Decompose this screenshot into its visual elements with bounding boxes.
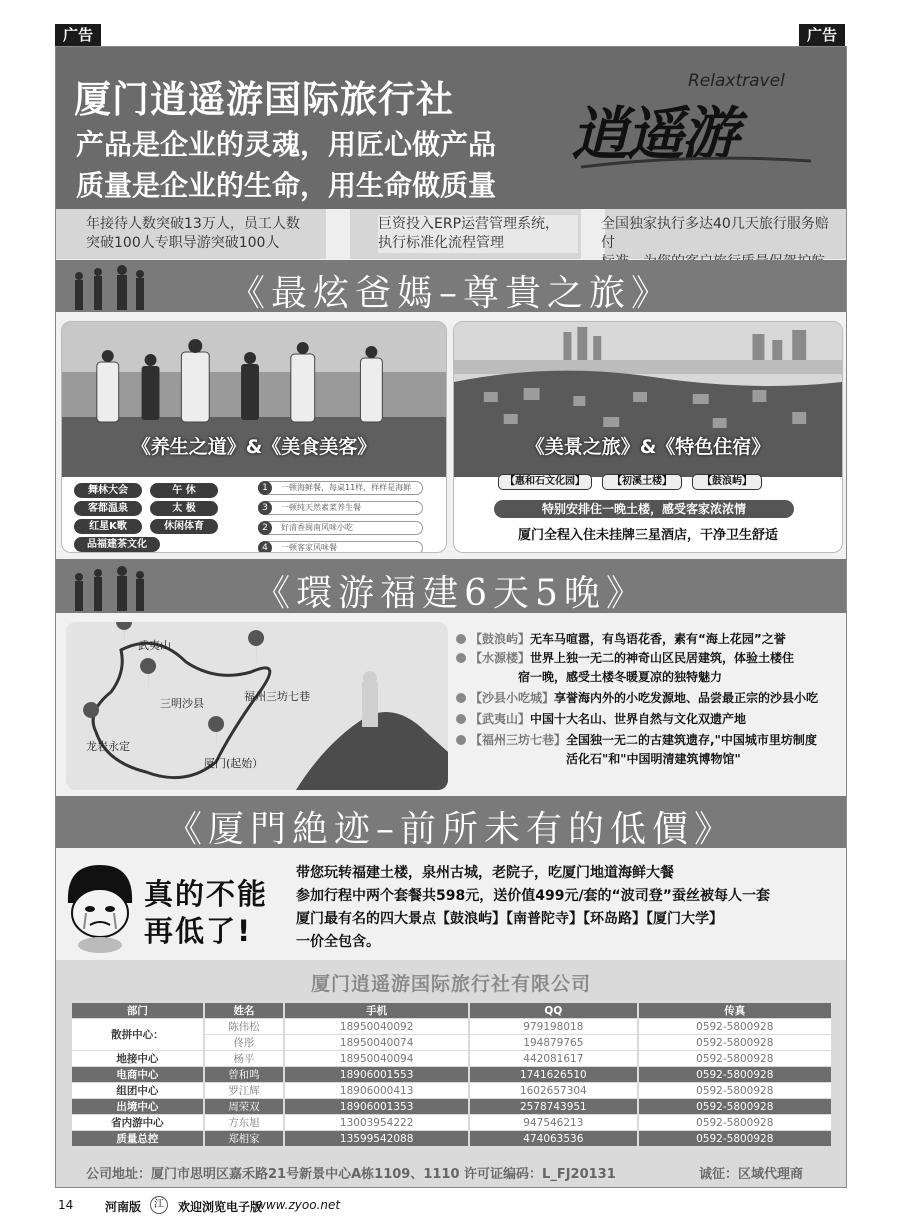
city-label: 三明沙县	[160, 697, 204, 710]
activity-pill: 太 极	[150, 501, 218, 516]
activity-pill: 红星K歌	[74, 519, 142, 534]
info-text: 全国独家执行多达40几天旅行服务赔付	[601, 216, 829, 251]
stop-text: 无车马喧嚣，有鸟语花香，素有“海上花园”之誉	[530, 632, 786, 646]
column-header: 传真	[639, 1003, 831, 1018]
meal-text: 一顿海鲜餐，每桌11样，样样是海鲜	[281, 483, 412, 492]
contacts-table	[70, 1002, 833, 1147]
dept-cell: 出境中心	[72, 1099, 203, 1114]
stop-text: 中国十大名山、世界自然与文化双遗产地	[530, 712, 747, 726]
company-address: 公司地址：厦门市思明区嘉禾路21号新景中心A栋1109、1110 许可证编码：L_FJ20131	[86, 1167, 616, 1182]
name-cell: 方东旭	[205, 1115, 283, 1130]
meal-item	[258, 521, 423, 535]
table-header-row	[72, 1003, 831, 1018]
city-label: 龙岩永定	[86, 740, 130, 753]
meal-number: 3	[258, 501, 272, 515]
table-row	[72, 1083, 831, 1098]
name-cell: 佟彤	[205, 1035, 283, 1050]
company-title: 厦门逍遥游国际旅行社	[74, 77, 454, 121]
name-cell: 郑相家	[205, 1131, 283, 1146]
slogan-line-2: 质量是企业的生命，用生命做质量	[76, 169, 497, 202]
table-row	[72, 1115, 831, 1130]
city-label: 厦门(起始）	[204, 757, 264, 770]
route-stop-continued	[456, 750, 741, 769]
dept-cell: 质量总控	[72, 1131, 203, 1146]
dept-cell: 电商中心	[72, 1067, 203, 1082]
stop-place: 【沙县小吃城】	[470, 691, 555, 705]
stop-text: 活化石"和"中国明清建筑博物馆"	[566, 752, 741, 766]
qq-cell: 1602657304	[470, 1083, 636, 1098]
name-cell: 杨平	[205, 1051, 283, 1066]
meal-text: 一顿纯天然素菜养生餐	[281, 503, 361, 512]
scenery-caption: 《美景之旅》&《特色住宿》	[525, 436, 771, 458]
advertisement-frame	[55, 46, 847, 1188]
info-bar	[56, 209, 846, 259]
fax-cell: 0592-5800928	[639, 1067, 831, 1082]
recruit-notice: 诚征：区域代理商	[699, 1167, 804, 1182]
stop-text: 宿一晚，感受土楼冬暖夏凉的独特魅力	[518, 670, 723, 684]
section-banner-3	[56, 796, 846, 848]
info-text: 执行标准化流程管理	[378, 235, 504, 251]
meal-item	[258, 541, 423, 553]
promo-line: 带您玩转福建土楼，泉州古城，老院子，吃厦门地道海鲜大餐	[296, 865, 674, 881]
info-text: 突破100人专职导游突破100人	[86, 235, 280, 251]
phone-cell: 18950040092	[285, 1019, 468, 1034]
info-divider	[326, 209, 350, 259]
phone-cell: 18950040094	[285, 1051, 468, 1066]
fax-cell: 0592-5800928	[639, 1035, 831, 1050]
wellness-caption: 《养生之道》&《美食美客》	[131, 436, 377, 458]
dept-cell: 组团中心	[72, 1083, 203, 1098]
browse-text: 欢迎浏览电子版	[178, 1200, 263, 1214]
bullet-icon	[456, 634, 466, 644]
qq-cell: 2578743951	[470, 1099, 636, 1114]
phone-cell: 13599542088	[285, 1131, 468, 1146]
attraction-tag: 【惠和石文化园】	[498, 474, 592, 490]
qq-cell: 979198018	[470, 1019, 636, 1034]
qq-cell: 442081617	[470, 1051, 636, 1066]
dept-cell: 散拼中心：	[72, 1019, 203, 1050]
phone-cell: 13003954222	[285, 1115, 468, 1130]
meal-text: 一顿客家风味餐	[281, 543, 337, 552]
meal-text: 好清香闽南风味小吃	[281, 523, 353, 532]
dept-cell: 地接中心	[72, 1051, 203, 1066]
fax-cell: 0592-5800928	[639, 1019, 831, 1034]
fax-cell: 0592-5800928	[639, 1051, 831, 1066]
qq-cell: 1741626510	[470, 1067, 636, 1082]
name-cell: 陈伟松	[205, 1019, 283, 1034]
stop-place: 【鼓浪屿】	[470, 632, 531, 646]
activity-pill: 休闲体育	[150, 519, 218, 534]
promo-line: 参加行程中两个套餐共598元，送价值499元/套的“波司登”蚕丝被每人一套	[296, 888, 770, 904]
stop-text: 世界上独一无二的神奇山区民居建筑，体验土楼住	[530, 651, 795, 665]
section-title-3: 《厦門絶迹–前所未有的低價》	[165, 809, 736, 850]
ad-label-left: 广告	[55, 24, 101, 46]
stop-text: 全国独一无二的古建筑遗存,"中国城市里坊制度	[566, 733, 817, 747]
route-stop-continued	[456, 668, 722, 687]
activity-pill: 客都温泉	[74, 501, 142, 516]
meal-number: 2	[258, 521, 272, 535]
brand-swoosh-icon	[576, 151, 816, 171]
name-cell: 曾和鸣	[205, 1067, 283, 1082]
special-arrangement: 特别安排住一晚土楼，感受客家浓浓情	[494, 500, 794, 518]
attraction-tag: 【初溪土楼】	[602, 474, 682, 490]
fax-cell: 0592-5800928	[639, 1099, 831, 1114]
city-label: 福州三坊七巷	[244, 690, 310, 703]
fax-cell: 0592-5800928	[639, 1115, 831, 1130]
meal-number: 4	[258, 541, 272, 553]
bullet-icon	[456, 693, 466, 703]
hotel-note: 厦门全程入住未挂牌三星酒店，干净卫生舒适	[517, 528, 778, 543]
activity-pill: 品福建茶文化	[74, 537, 160, 552]
meal-number: 1	[258, 481, 272, 495]
phone-cell: 18950040074	[285, 1035, 468, 1050]
stop-place: 【水源楼】	[470, 651, 531, 665]
info-text: 年接待人数突破13万人，员工人数	[86, 216, 300, 232]
route-stop	[456, 689, 818, 708]
header	[56, 47, 846, 209]
phone-cell: 18906000413	[285, 1083, 468, 1098]
wellness-panel	[61, 321, 447, 553]
bullet-icon	[456, 714, 466, 724]
fax-cell: 0592-5800928	[639, 1083, 831, 1098]
table-row	[72, 1067, 831, 1082]
activity-pill: 午 休	[150, 483, 218, 498]
fax-cell: 0592-5800928	[639, 1131, 831, 1146]
edition-icon: 江	[150, 1196, 168, 1214]
route-stop	[456, 731, 817, 750]
bullet-icon	[456, 735, 466, 745]
city-label: 武夷山	[138, 639, 171, 652]
section-title-1: 《最炫爸媽–尊貴之旅》	[228, 273, 673, 314]
promo-line: 厦门最有名的四大景点【鼓浪屿】【南普陀寺】【环岛路】【厦门大学】	[296, 911, 723, 927]
crying-face-icon	[60, 859, 140, 955]
info-column-2	[378, 215, 578, 253]
stop-place: 【福州三坊七巷】	[470, 733, 567, 747]
info-text: 巨资投入ERP运营管理系统，	[378, 216, 560, 232]
section-banner-1	[56, 260, 846, 312]
ad-label-right: 广告	[799, 24, 845, 46]
info-column-1	[86, 215, 326, 253]
stop-place: 【武夷山】	[470, 712, 531, 726]
qq-cell: 194879765	[470, 1035, 636, 1050]
route-stop	[456, 630, 786, 649]
column-header: 手机	[285, 1003, 468, 1018]
meme-text-line-1: 真的不能	[144, 877, 269, 911]
route-stop	[456, 649, 794, 668]
page-number: 14	[58, 1198, 74, 1212]
section-title-2: 《環游福建6天5晚》	[254, 573, 648, 614]
route-stop	[456, 710, 746, 729]
table-row	[72, 1099, 831, 1114]
edition-label: 河南版	[105, 1200, 142, 1214]
dept-cell: 省内游中心	[72, 1115, 203, 1130]
phone-cell: 18906001353	[285, 1099, 468, 1114]
column-header: 姓名	[205, 1003, 283, 1018]
website-url[interactable]: www.zyoo.net	[256, 1198, 341, 1212]
route-map	[66, 622, 448, 790]
qq-cell: 474063536	[470, 1131, 636, 1146]
phone-cell: 18906001553	[285, 1067, 468, 1082]
column-header: 部门	[72, 1003, 203, 1018]
slogan-line-1: 产品是企业的灵魂，用匠心做产品	[76, 128, 497, 161]
attraction-tag: 【鼓浪屿】	[692, 474, 762, 490]
name-cell: 罗江辉	[205, 1083, 283, 1098]
qq-cell: 947546213	[470, 1115, 636, 1130]
scenery-panel	[453, 321, 843, 553]
meme-text-line-2: 再低了!	[144, 914, 253, 948]
section-banner-2	[56, 559, 846, 613]
meal-item	[258, 501, 423, 515]
brand-logo: 逍遥游	[571, 100, 737, 168]
table-row	[72, 1019, 831, 1034]
stop-text: 享誉海内外的小吃发源地、品尝最正宗的沙县小吃	[554, 691, 819, 705]
brand-english-name: Relaxtravel	[688, 71, 785, 91]
table-row	[72, 1051, 831, 1066]
bullet-icon	[456, 653, 466, 663]
meal-item	[258, 481, 423, 495]
activity-pill: 舞林大会	[74, 483, 142, 498]
contacts-title: 厦门逍遥游国际旅行社有限公司	[310, 973, 591, 995]
table-row	[72, 1131, 831, 1146]
promo-line: 一价全包含。	[296, 934, 380, 950]
column-header: QQ	[470, 1003, 636, 1018]
name-cell: 周荣双	[205, 1099, 283, 1114]
